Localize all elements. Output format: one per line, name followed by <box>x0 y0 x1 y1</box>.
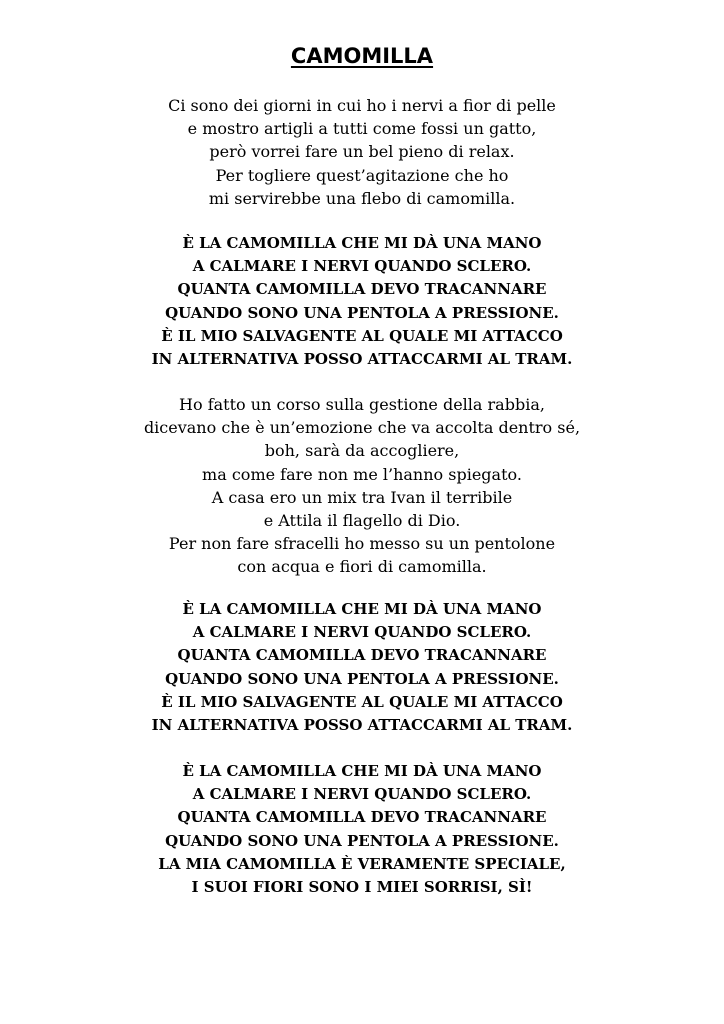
chorus-line: È LA CAMOMILLA CHE MI DÀ UNA MANO <box>182 600 542 618</box>
lyric-line: con acqua e fiori di camomilla. <box>237 557 487 577</box>
chorus-2 <box>0 598 724 737</box>
chorus-line: LA MIA CAMOMILLA È VERAMENTE SPECIALE, <box>158 854 566 873</box>
chorus-line: I SUOI FIORI SONO I MIEI SORRISI, SÌ! <box>191 878 533 897</box>
lyric-line: e Attila il flagello di Dio. <box>263 511 461 531</box>
chorus-line: IN ALTERNATIVA POSSO ATTACCARMI AL TRAM. <box>151 350 573 369</box>
chorus-line: QUANDO SONO UNA PENTOLA A PRESSIONE. <box>165 303 559 322</box>
lyric-line: Per togliere quest’agitazione che ho <box>215 165 509 185</box>
song-title: CAMOMILLA <box>290 44 434 68</box>
chorus-line: È IL MIO SALVAGENTE AL QUALE MI ATTACCO <box>161 326 563 345</box>
chorus-line: È LA CAMOMILLA CHE MI DÀ UNA MANO <box>182 234 542 252</box>
chorus-line: A CALMARE I NERVI QUANDO SCLERO. <box>192 257 532 276</box>
chorus-line: A CALMARE I NERVI QUANDO SCLERO. <box>192 623 532 642</box>
lyric-line: Ci sono dei giorni in cui ho i nervi a fior di pelle <box>168 96 556 115</box>
chorus-line: IN ALTERNATIVA POSSO ATTACCARMI AL TRAM. <box>151 716 573 735</box>
chorus-line: È IL MIO SALVAGENTE AL QUALE MI ATTACCO <box>161 692 563 711</box>
lyric-line: e mostro artigli a tutti come fossi un gatto, <box>187 119 537 139</box>
lyric-line: dicevano che è un’emozione che va accolta dentro sé, <box>143 418 581 438</box>
chorus-line: QUANDO SONO UNA PENTOLA A PRESSIONE. <box>165 669 559 688</box>
lyric-line: Ho fatto un corso sulla gestione della rabbia, <box>179 395 545 414</box>
chorus-1 <box>0 232 724 371</box>
verse-2 <box>0 393 724 579</box>
lyric-line: mi servirebbe una flebo di camomilla. <box>208 188 516 208</box>
chorus-line: QUANDO SONO UNA PENTOLA A PRESSIONE. <box>165 831 559 850</box>
chorus-line: QUANTA CAMOMILLA DEVO TRACANNARE <box>177 808 547 827</box>
chorus-line: A CALMARE I NERVI QUANDO SCLERO. <box>192 785 532 804</box>
lyric-line: ma come fare non me l’hanno spiegato. <box>202 464 522 484</box>
chorus-3 <box>0 760 724 899</box>
lyric-line: boh, sarà da accogliere, <box>264 441 460 461</box>
verse-1 <box>0 94 724 210</box>
chorus-line: QUANTA CAMOMILLA DEVO TRACANNARE <box>177 646 547 665</box>
chorus-line: È LA CAMOMILLA CHE MI DÀ UNA MANO <box>182 762 542 780</box>
lyric-line: A casa ero un mix tra Ivan il terribile <box>211 487 513 507</box>
chorus-line: QUANTA CAMOMILLA DEVO TRACANNARE <box>177 280 547 299</box>
lyric-line: però vorrei fare un bel pieno di relax. <box>209 142 515 162</box>
lyric-line: Per non fare sfracelli ho messo su un pentolone <box>168 534 556 554</box>
